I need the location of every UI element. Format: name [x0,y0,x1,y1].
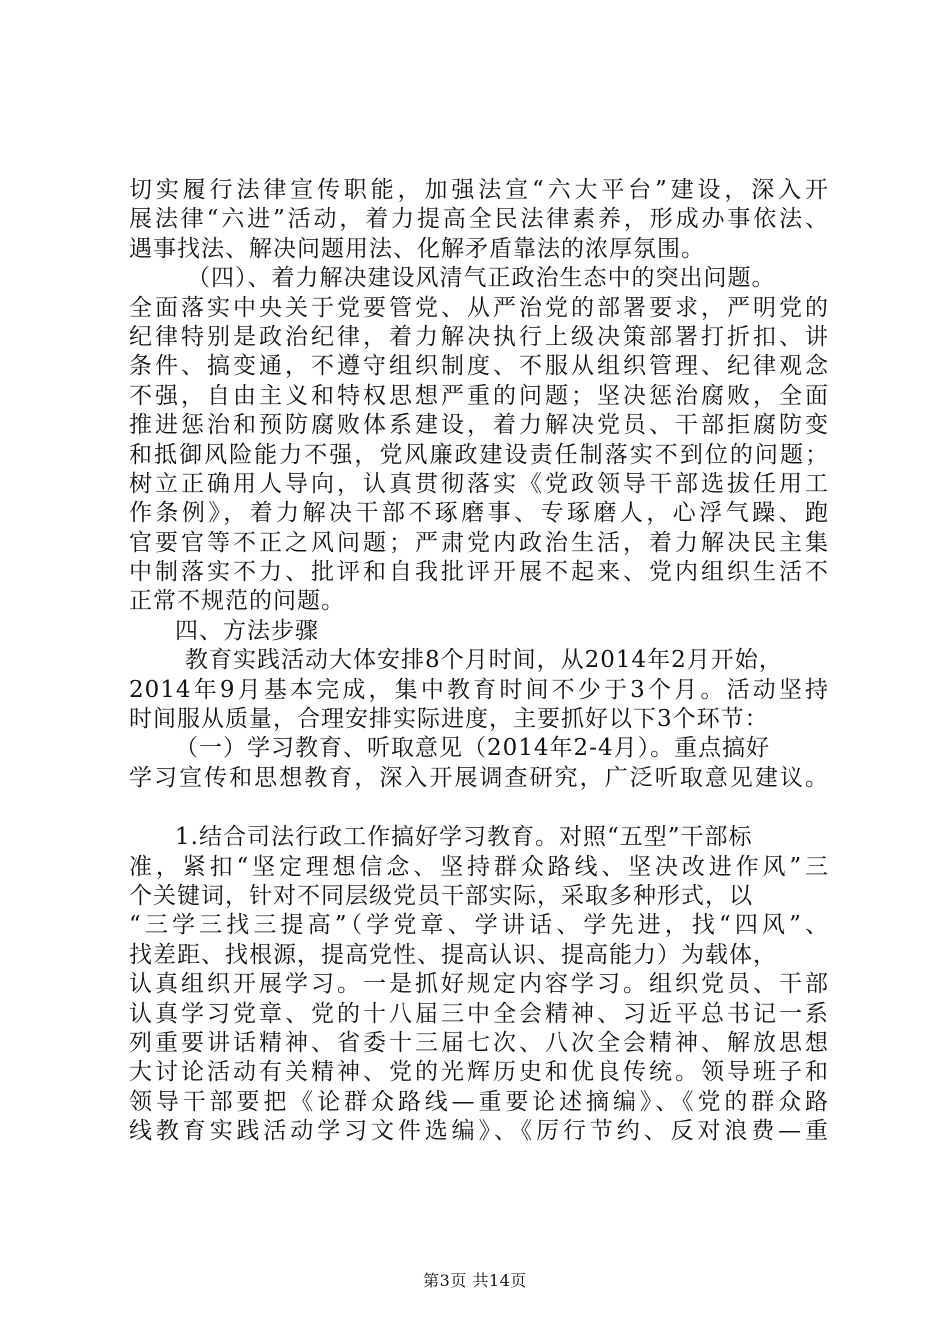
text-line: 推进惩治和预防腐败体系建设，着力解决党员、干部拒腐防变 [129,412,829,439]
item-heading-one: 1.结合司法行政工作搞好学习教育。对照“五型”干部标 [175,824,753,851]
page-number-footer: 第3页 共14页 [423,1271,527,1290]
text-line: 展法律“六进”活动，着力提高全民法律素养，形成办事依法、 [129,206,829,233]
text-line: 准，紧扣“坚定理想信念、坚持群众路线、坚决改进作风”三 [129,853,829,880]
text-line: 全面落实中央关于党要管党、从严治党的部署要求，严明党的 [129,294,829,321]
text-line: 条件、搞变通，不遵守组织制度、不服从组织管理、纪律观念 [129,353,829,380]
text-line: 不强，自由主义和特权思想严重的问题；坚决惩治腐败，全面 [129,382,829,409]
text-line: 作条例》，着力解决干部不琢磨事、专琢磨人，心浮气躁、跑 [129,500,829,527]
text-line: 和抵御风险能力不强，党风廉政建设责任制落实不到位的问题； [129,441,829,468]
text-line: 教育实践活动大体安排8个月时间，从2014年2月开始， [185,647,783,674]
document-body [129,176,829,1147]
text-line: 正常不规范的问题。 [129,588,345,615]
section-heading-four: （四）、着力解决建设风清气正政治生态中的突出问题。 [187,265,776,292]
text-line: 中制落实不力、批评和自我批评开展不起来、党内组织生活不 [129,559,829,586]
text-line: 纪律特别是政治纪律，着力解决执行上级决策部署打折扣、讲 [129,323,829,350]
text-line: “三学三找三提高”（学党章、学讲话、学先进，找“四风”、 [129,912,829,939]
text-line: 遇事找法、解决问题用法、化解矛盾靠法的浓厚氛围。 [129,235,705,262]
text-line: 切实履行法律宣传职能，加强法宣“六大平台”建设，深入开 [129,177,829,203]
section-heading-methods: 四、方法步骤 [175,617,319,644]
text-line: 大讨论活动有关精神、党的光辉历史和优良传统。领导班子和 [129,1059,829,1086]
text-line: 找差距、找根源，提高党性、提高认识、提高能力）为载体， [129,941,777,968]
text-line: 时间服从质量，合理安排实际进度，主要抓好以下3个环节： [129,706,769,733]
paragraph-gap [129,793,829,823]
text-line: 个关键词，针对不同层级党员干部实际，采取多种形式，以 [129,882,753,909]
text-line: 认真组织开展学习。一是抓好规定内容学习。组织党员、干部 [129,971,829,998]
text-line: 列重要讲话精神、省委十三届七次、八次全会精神、解放思想 [129,1029,829,1056]
subsection-heading-one: （一）学习教育、听取意见（2014年2-4月）。重点搞好 [175,735,771,762]
text-line: 学习宣传和思想教育，深入开展调查研究，广泛听取意见建议。 [129,764,829,791]
text-line: 线教育实践活动学习文件选编》、《厉行节约、反对浪费—重 [129,1118,829,1145]
text-line: 认真学习党章、党的十八届三中全会精神、习近平总书记一系 [129,1000,829,1027]
text-line: 官要官等不正之风问题；严肃党内政治生活，着力解决民主集 [129,529,829,556]
text-line: 树立正确用人导向，认真贯彻落实《党政领导干部选拔任用工 [129,470,829,497]
text-line: 2014年9月基本完成，集中教育时间不少于3个月。活动坚持 [129,676,829,703]
text-line: 领导干部要把《论群众路线—重要论述摘编》、《党的群众路 [129,1088,829,1115]
